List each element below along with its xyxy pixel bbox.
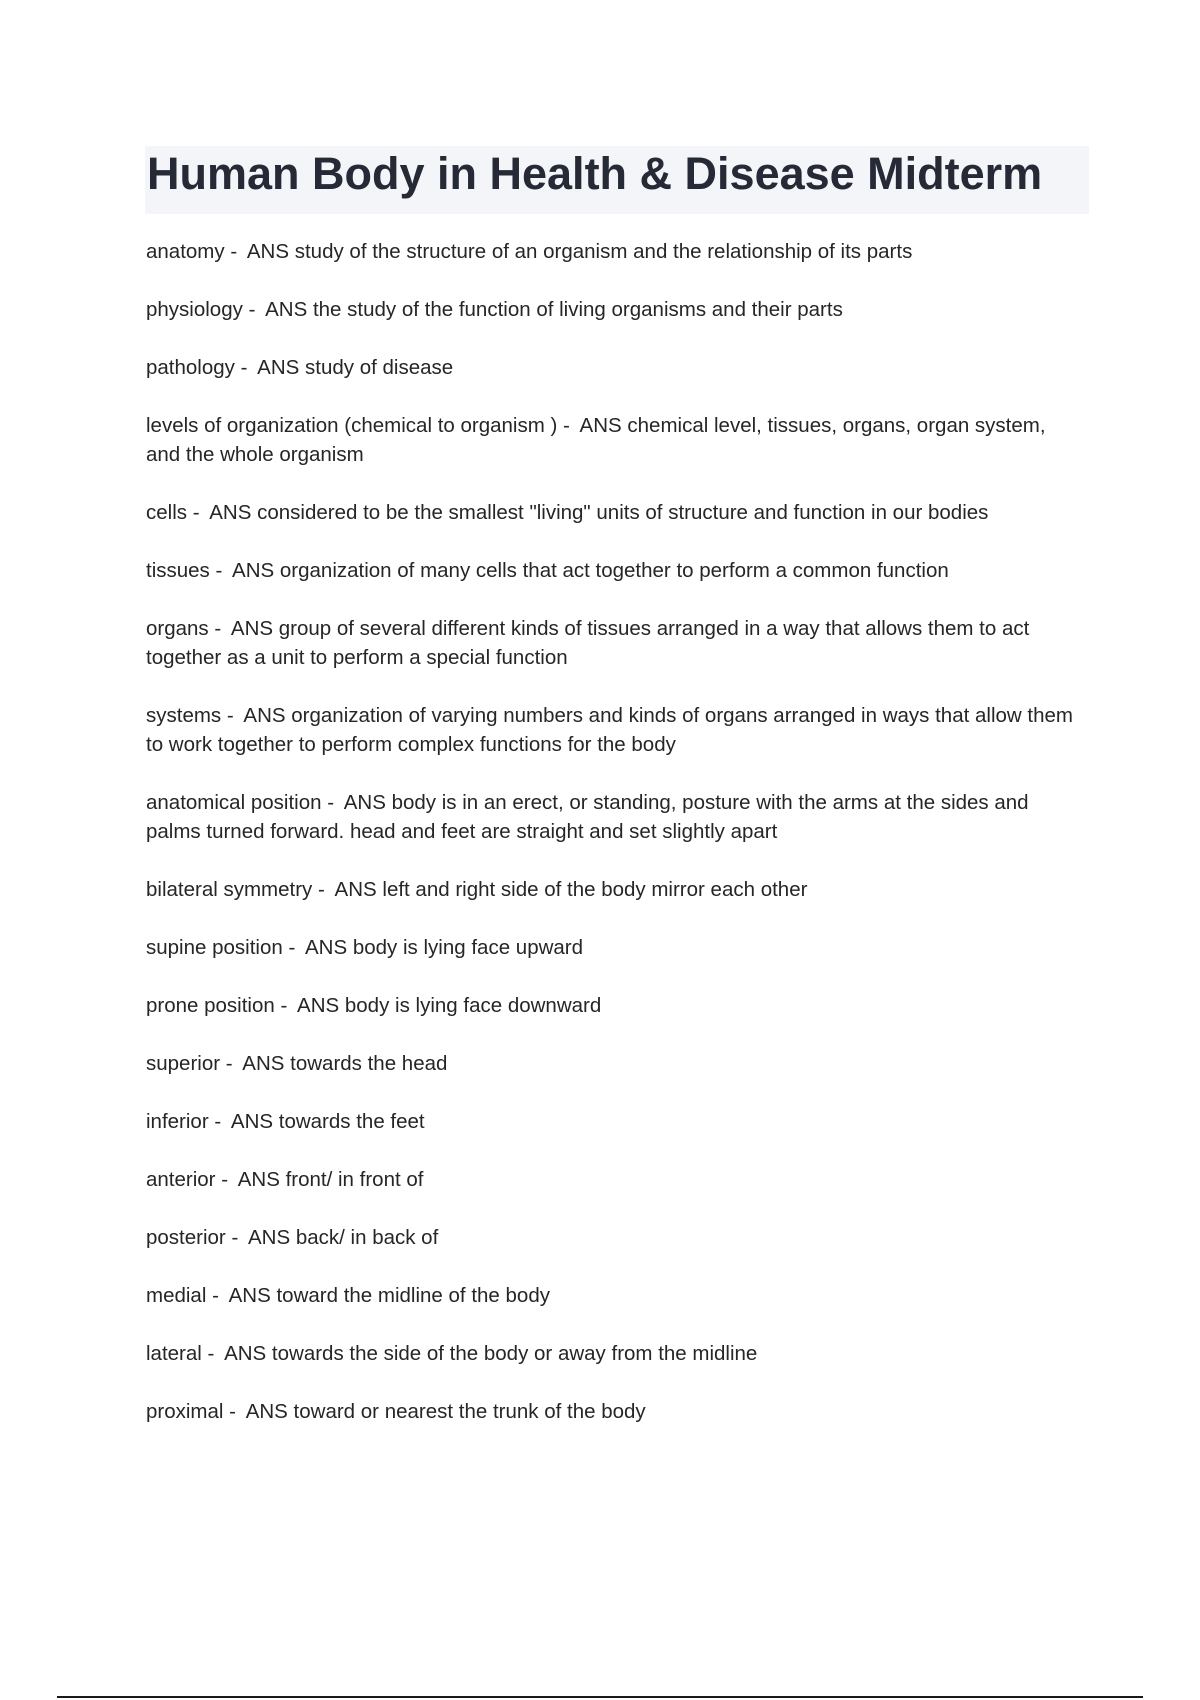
definition-entry bbox=[146, 614, 1076, 672]
definition-entry bbox=[146, 1223, 1076, 1252]
entry-answer-marker: ANS bbox=[246, 240, 290, 263]
entry-term: anterior - bbox=[146, 1168, 234, 1191]
entry-term: inferior - bbox=[146, 1110, 227, 1133]
entry-answer-marker: ANS bbox=[230, 617, 274, 640]
entry-definition: body is lying face upward bbox=[352, 936, 584, 959]
definition-entry bbox=[146, 353, 1076, 382]
entry-answer-marker: ANS bbox=[343, 791, 386, 814]
entry-definition: study of the structure of an organism and the relationship of its parts bbox=[294, 240, 913, 263]
definition-entry bbox=[146, 295, 1076, 324]
entry-answer-marker: ANS bbox=[242, 1052, 285, 1075]
entry-term: lateral - bbox=[146, 1342, 220, 1365]
entry-answer-marker: ANS bbox=[243, 704, 286, 727]
entry-term: proximal - bbox=[146, 1400, 242, 1423]
entry-term: cells - bbox=[146, 501, 205, 524]
entry-answer-marker: ANS bbox=[237, 1168, 280, 1191]
entry-answer-marker: ANS bbox=[247, 1226, 291, 1249]
entry-term: anatomy - bbox=[146, 240, 243, 263]
definition-entry bbox=[146, 411, 1076, 469]
entry-term: posterior - bbox=[146, 1226, 244, 1249]
entry-definition: towards the feet bbox=[278, 1110, 425, 1133]
entry-definition: toward or nearest the trunk of the body bbox=[293, 1400, 646, 1423]
definition-entry bbox=[146, 788, 1076, 846]
definition-entry bbox=[146, 1397, 1076, 1426]
entry-answer-marker: ANS bbox=[209, 501, 252, 524]
entry-term: medial - bbox=[146, 1284, 225, 1307]
entry-answer-marker: ANS bbox=[230, 1110, 274, 1133]
entry-answer-marker: ANS bbox=[334, 878, 377, 901]
entry-term: bilateral symmetry - bbox=[146, 878, 331, 901]
entry-definition: body is lying face downward bbox=[344, 994, 602, 1017]
entry-answer-marker: ANS bbox=[224, 1342, 267, 1365]
entry-answer-marker: ANS bbox=[245, 1400, 288, 1423]
entry-answer-marker: ANS bbox=[579, 414, 622, 437]
definition-entry bbox=[146, 991, 1076, 1020]
entry-term: supine position - bbox=[146, 936, 301, 959]
definition-entry bbox=[146, 1165, 1076, 1194]
entry-term: superior - bbox=[146, 1052, 238, 1075]
entry-definition: considered to be the smallest "living" units of structure and function in our bodies bbox=[257, 501, 989, 524]
entry-definition: body is in an erect, or standing, posture with the arms at the sides and palms turned forward. head and feet are straight and set slightly apart bbox=[146, 791, 1029, 843]
page-title: Human Body in Health & Disease Midterm bbox=[147, 148, 1043, 199]
entry-answer-marker: ANS bbox=[228, 1284, 271, 1307]
definition-entry bbox=[146, 933, 1076, 962]
definition-list bbox=[146, 237, 1076, 1455]
entry-definition: group of several different kinds of tissues arranged in a way that allows them to act together as a unit to perform a special function bbox=[146, 617, 1030, 669]
entry-definition: left and right side of the body mirror each other bbox=[382, 878, 808, 901]
entry-definition: towards the head bbox=[290, 1052, 448, 1075]
entry-term: physiology - bbox=[146, 298, 261, 321]
entry-definition: chemical level, tissues, organs, organ system, and the whole organism bbox=[146, 414, 1046, 466]
entry-term: systems - bbox=[146, 704, 239, 727]
entry-term: tissues - bbox=[146, 559, 228, 582]
entry-definition: front/ in front of bbox=[285, 1168, 424, 1191]
entry-definition: toward the midline of the body bbox=[276, 1284, 550, 1307]
definition-entry bbox=[146, 498, 1076, 527]
entry-definition: back/ in back of bbox=[295, 1226, 439, 1249]
definition-entry bbox=[146, 1107, 1076, 1136]
entry-definition: study of disease bbox=[305, 356, 454, 379]
entry-term: organs - bbox=[146, 617, 227, 640]
entry-answer-marker: ANS bbox=[232, 559, 275, 582]
entry-definition: towards the side of the body or away from the midline bbox=[271, 1342, 758, 1365]
definition-entry bbox=[146, 1281, 1076, 1310]
entry-definition: organization of many cells that act together to perform a common function bbox=[279, 559, 949, 582]
entry-answer-marker: ANS bbox=[297, 994, 340, 1017]
entry-answer-marker: ANS bbox=[304, 936, 348, 959]
definition-entry bbox=[146, 1339, 1076, 1368]
entry-definition: organization of varying numbers and kinds of organs arranged in ways that allow them to work together to perform complex functions for the body bbox=[146, 704, 1073, 756]
entry-answer-marker: ANS bbox=[257, 356, 300, 379]
entry-definition: the study of the function of living organisms and their parts bbox=[312, 298, 843, 321]
definition-entry bbox=[146, 875, 1076, 904]
footer-divider bbox=[57, 1696, 1143, 1698]
definition-entry bbox=[146, 1049, 1076, 1078]
entry-answer-marker: ANS bbox=[265, 298, 308, 321]
entry-term: pathology - bbox=[146, 356, 253, 379]
entry-term: prone position - bbox=[146, 994, 293, 1017]
definition-entry bbox=[146, 701, 1076, 759]
definition-entry bbox=[146, 556, 1076, 585]
title-banner bbox=[145, 146, 1089, 214]
entry-term: levels of organization (chemical to organism ) - bbox=[146, 414, 576, 437]
definition-entry bbox=[146, 237, 1076, 266]
entry-term: anatomical position - bbox=[146, 791, 340, 814]
